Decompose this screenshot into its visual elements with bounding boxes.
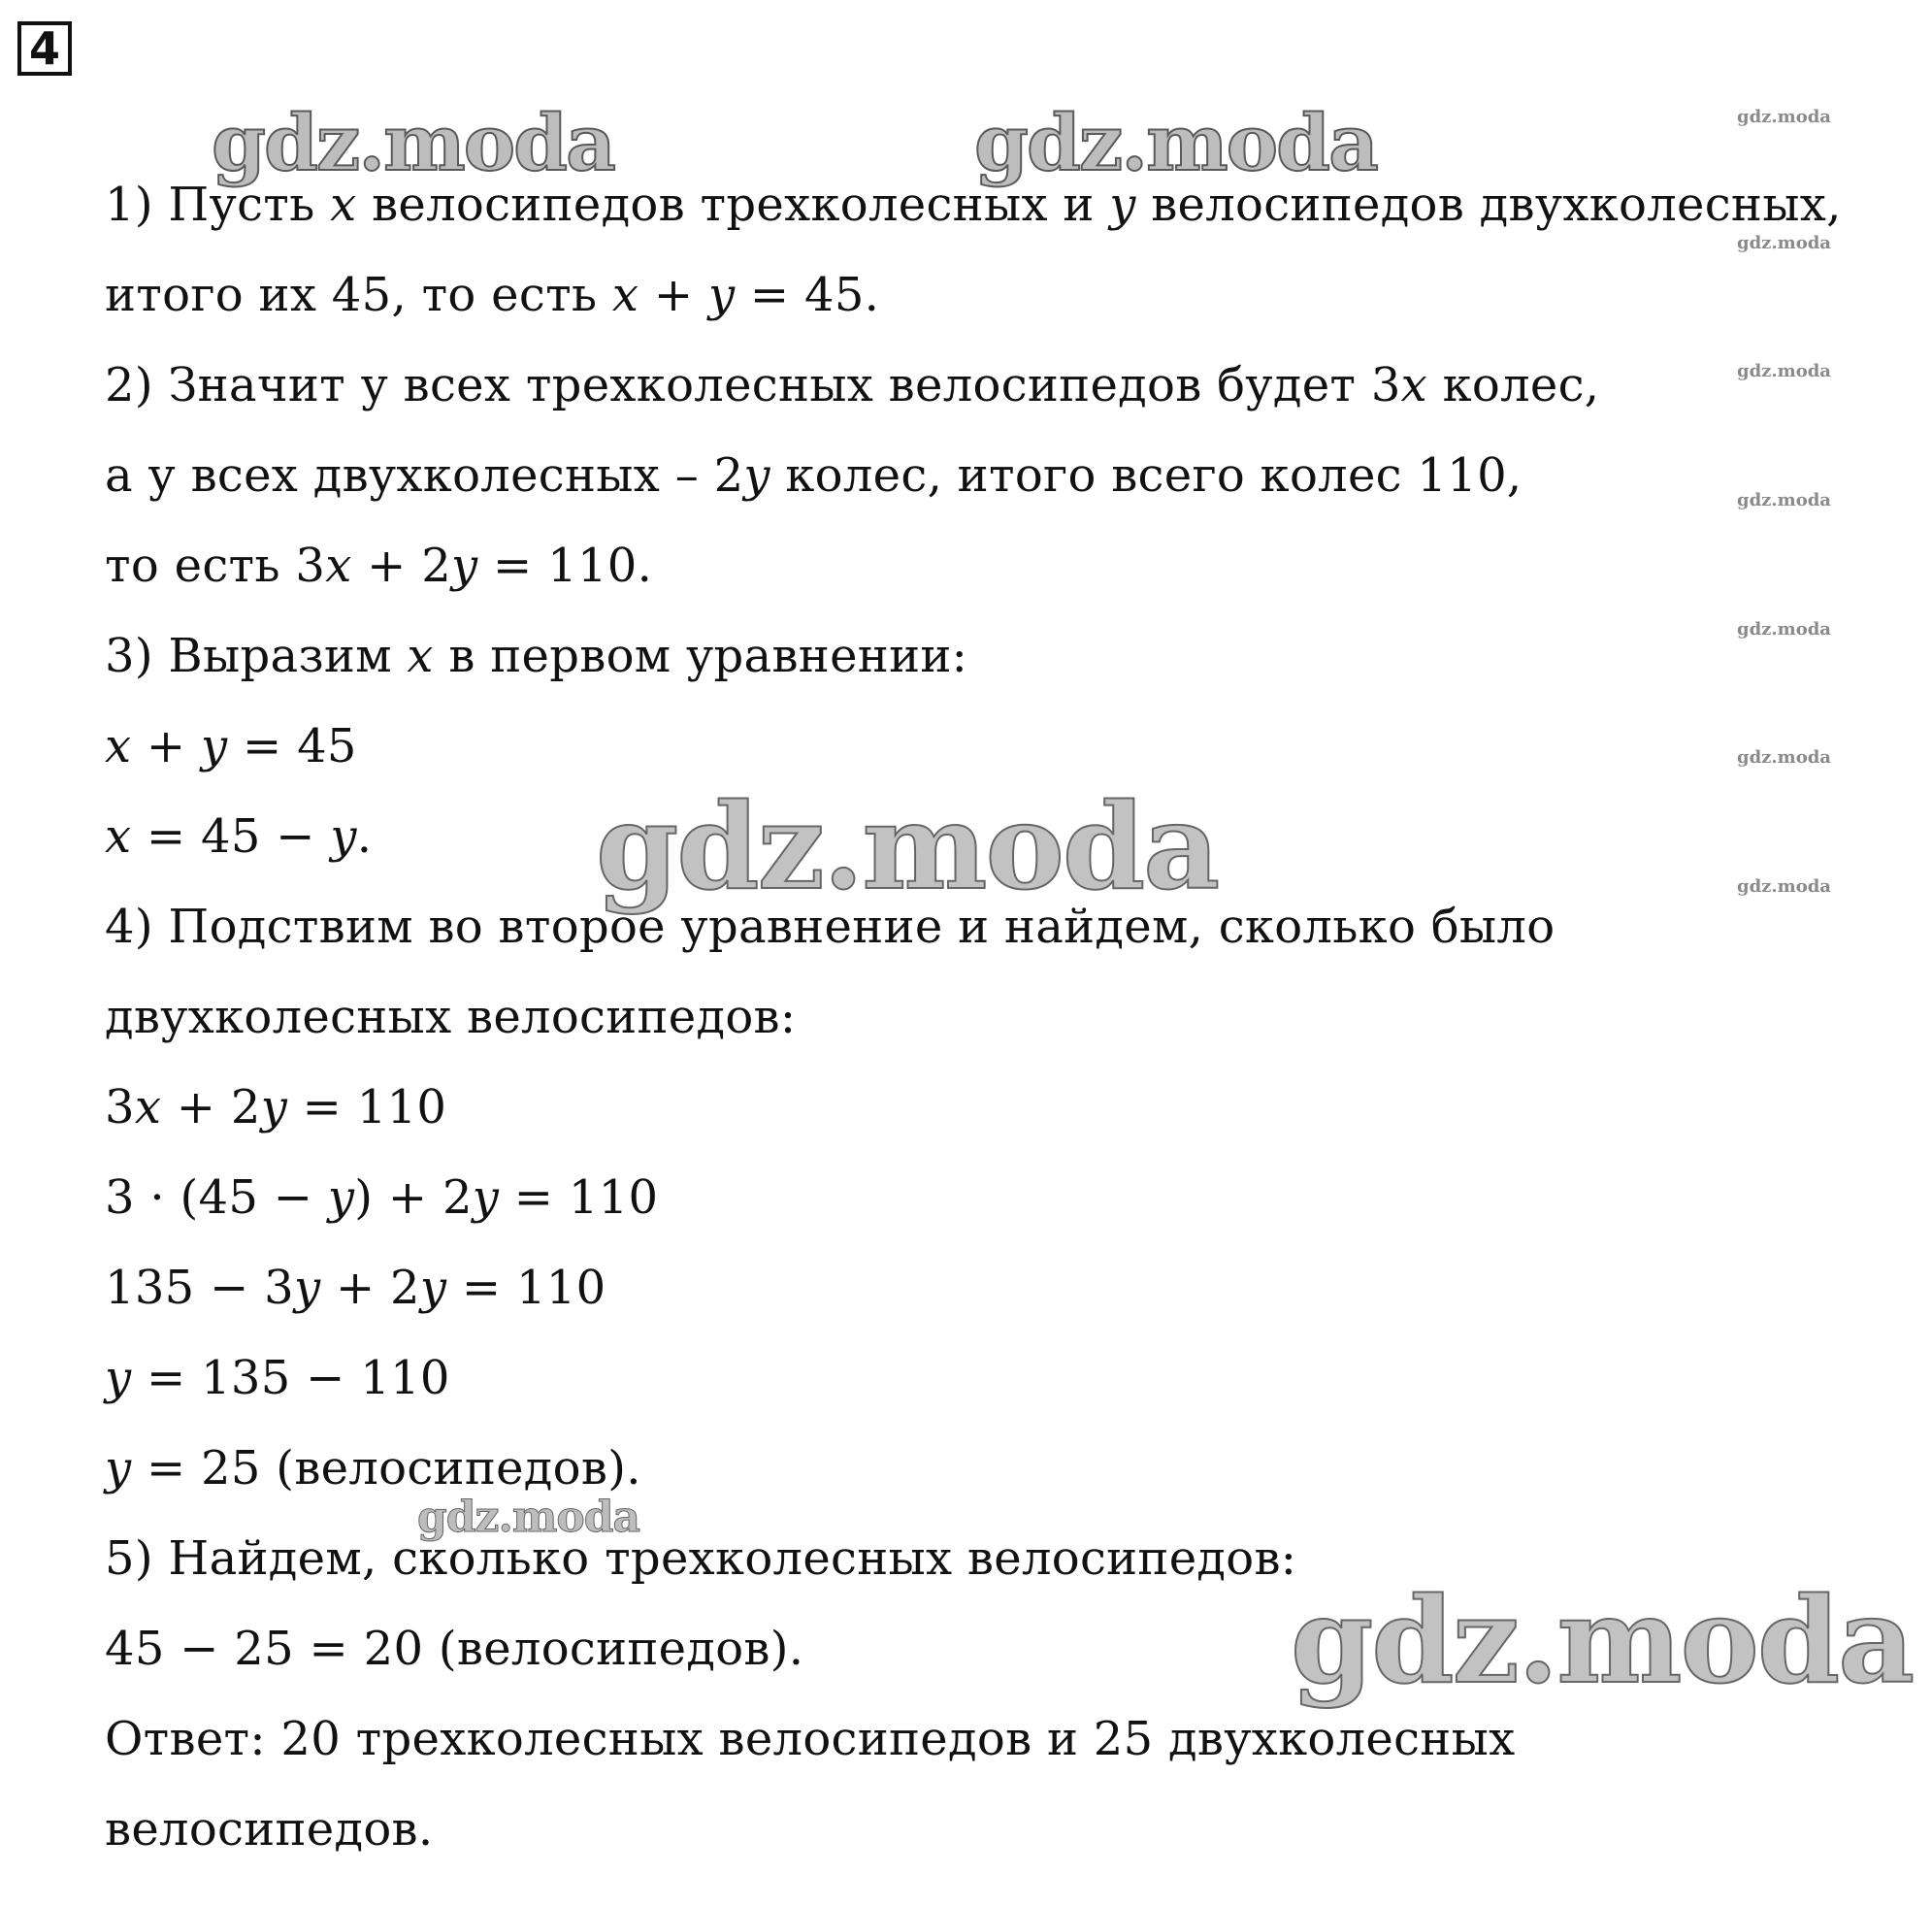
solution-line xyxy=(105,882,1929,972)
solution-text xyxy=(105,160,1929,1875)
text-segment: в первом уравнении: xyxy=(433,629,968,683)
math-variable: y xyxy=(105,1441,132,1495)
math-variable: x xyxy=(611,268,639,322)
text-segment: велосипедов трехколесных и xyxy=(356,178,1110,232)
watermark-logo: gdz.moda xyxy=(596,776,1219,916)
math-variable: y xyxy=(201,719,228,773)
text-segment: колес, итого всего колес 110, xyxy=(770,448,1523,503)
solution-line xyxy=(105,1333,1929,1424)
text-segment: = 25 (велосипедов). xyxy=(131,1441,641,1495)
text-segment: велосипедов двухколесных, xyxy=(1135,178,1842,232)
watermark-small: gdz.moda xyxy=(1737,490,1831,510)
watermark-small: gdz.moda xyxy=(1737,876,1831,897)
math-variable: x xyxy=(1400,358,1428,412)
text-segment: Ответ: 20 трехколесных велосипедов и 25 двухколесных xyxy=(105,1712,1516,1766)
math-variable: y xyxy=(451,539,478,593)
solution-line xyxy=(105,1785,1929,1875)
solution-line xyxy=(105,521,1929,611)
solution-line xyxy=(105,160,1929,250)
math-variable: y xyxy=(260,1080,288,1134)
text-segment: 3) Выразим xyxy=(105,629,408,683)
math-variable: x xyxy=(105,809,132,864)
solution-line xyxy=(105,702,1929,792)
math-variable: y xyxy=(327,1170,355,1225)
math-variable: y xyxy=(105,1351,132,1405)
text-segment: велосипедов. xyxy=(105,1802,434,1857)
solution-line xyxy=(105,1243,1929,1333)
math-variable: x xyxy=(330,178,357,232)
text-segment: а у всех двухколесных – 2 xyxy=(105,448,744,503)
math-variable: y xyxy=(707,268,736,322)
solution-line xyxy=(105,250,1929,341)
math-variable: y xyxy=(743,448,770,503)
text-segment: итого их 45, то есть xyxy=(105,268,612,322)
text-segment: . xyxy=(356,809,373,864)
math-variable: y xyxy=(419,1261,447,1315)
math-variable: x xyxy=(325,539,352,593)
solution-line xyxy=(105,341,1929,431)
text-segment: 5) Найдем, сколько трехколесных велосипедов: xyxy=(105,1531,1297,1586)
watermark-logo: gdz.moda xyxy=(974,97,1377,188)
text-segment: колес, xyxy=(1427,358,1600,412)
math-variable: x xyxy=(105,719,132,773)
watermark-logo: gdz.moda xyxy=(1291,1570,1914,1710)
text-segment: ) + 2 xyxy=(354,1170,473,1225)
text-segment: = 110. xyxy=(477,539,653,593)
watermark-small: gdz.moda xyxy=(1737,233,1831,253)
solution-line xyxy=(105,1514,1929,1604)
text-segment: 45 − 25 = 20 (велосипедов). xyxy=(105,1622,804,1676)
text-segment: 3 xyxy=(105,1080,135,1134)
text-segment: 3 · (45 − xyxy=(105,1170,328,1225)
text-segment: = 110 xyxy=(287,1080,447,1134)
solution-line xyxy=(105,972,1929,1063)
text-segment: + 2 xyxy=(351,539,452,593)
solution-line xyxy=(105,611,1929,702)
text-segment: то есть 3 xyxy=(105,539,326,593)
solution-line xyxy=(105,1063,1929,1153)
watermark-logo: gdz.moda xyxy=(417,1493,640,1542)
text-segment: = 45 xyxy=(227,719,357,773)
solution-line xyxy=(105,1424,1929,1514)
watermark-small: gdz.moda xyxy=(1737,747,1831,768)
text-segment: двухколесных велосипедов: xyxy=(105,990,797,1044)
text-segment: + xyxy=(639,268,708,322)
text-segment: = 135 − 110 xyxy=(131,1351,450,1405)
text-segment: = 110 xyxy=(499,1170,659,1225)
text-segment: + 2 xyxy=(320,1261,420,1315)
text-segment: 2) Значит у всех трехколесных велосипедов будет 3 xyxy=(105,358,1401,412)
watermark-logo: gdz.moda xyxy=(212,97,614,188)
text-segment: 1) Пусть xyxy=(105,178,331,232)
math-variable: x xyxy=(134,1080,162,1134)
math-variable: y xyxy=(1109,178,1136,232)
watermark-small: gdz.moda xyxy=(1737,107,1831,127)
text-segment: 135 − 3 xyxy=(105,1261,294,1315)
solution-line xyxy=(105,1694,1929,1785)
solution-line xyxy=(105,431,1929,521)
text-segment: = 45 − xyxy=(131,809,331,864)
solution-line xyxy=(105,1604,1929,1694)
watermark-small: gdz.moda xyxy=(1737,361,1831,381)
math-variable: y xyxy=(330,809,357,864)
text-segment: 4) Подствим во второе уравнение и найдем, сколько было xyxy=(105,900,1555,954)
text-segment: = 110 xyxy=(446,1261,606,1315)
text-segment: + xyxy=(131,719,202,773)
math-variable: y xyxy=(294,1261,321,1315)
text-segment: + 2 xyxy=(161,1080,261,1134)
solution-line xyxy=(105,792,1929,882)
solution-line xyxy=(105,1153,1929,1243)
task-number-badge: 4 xyxy=(17,21,72,76)
math-variable: y xyxy=(472,1170,500,1225)
math-variable: x xyxy=(407,629,434,683)
text-segment: = 45. xyxy=(735,268,880,322)
watermark-small: gdz.moda xyxy=(1737,619,1831,640)
